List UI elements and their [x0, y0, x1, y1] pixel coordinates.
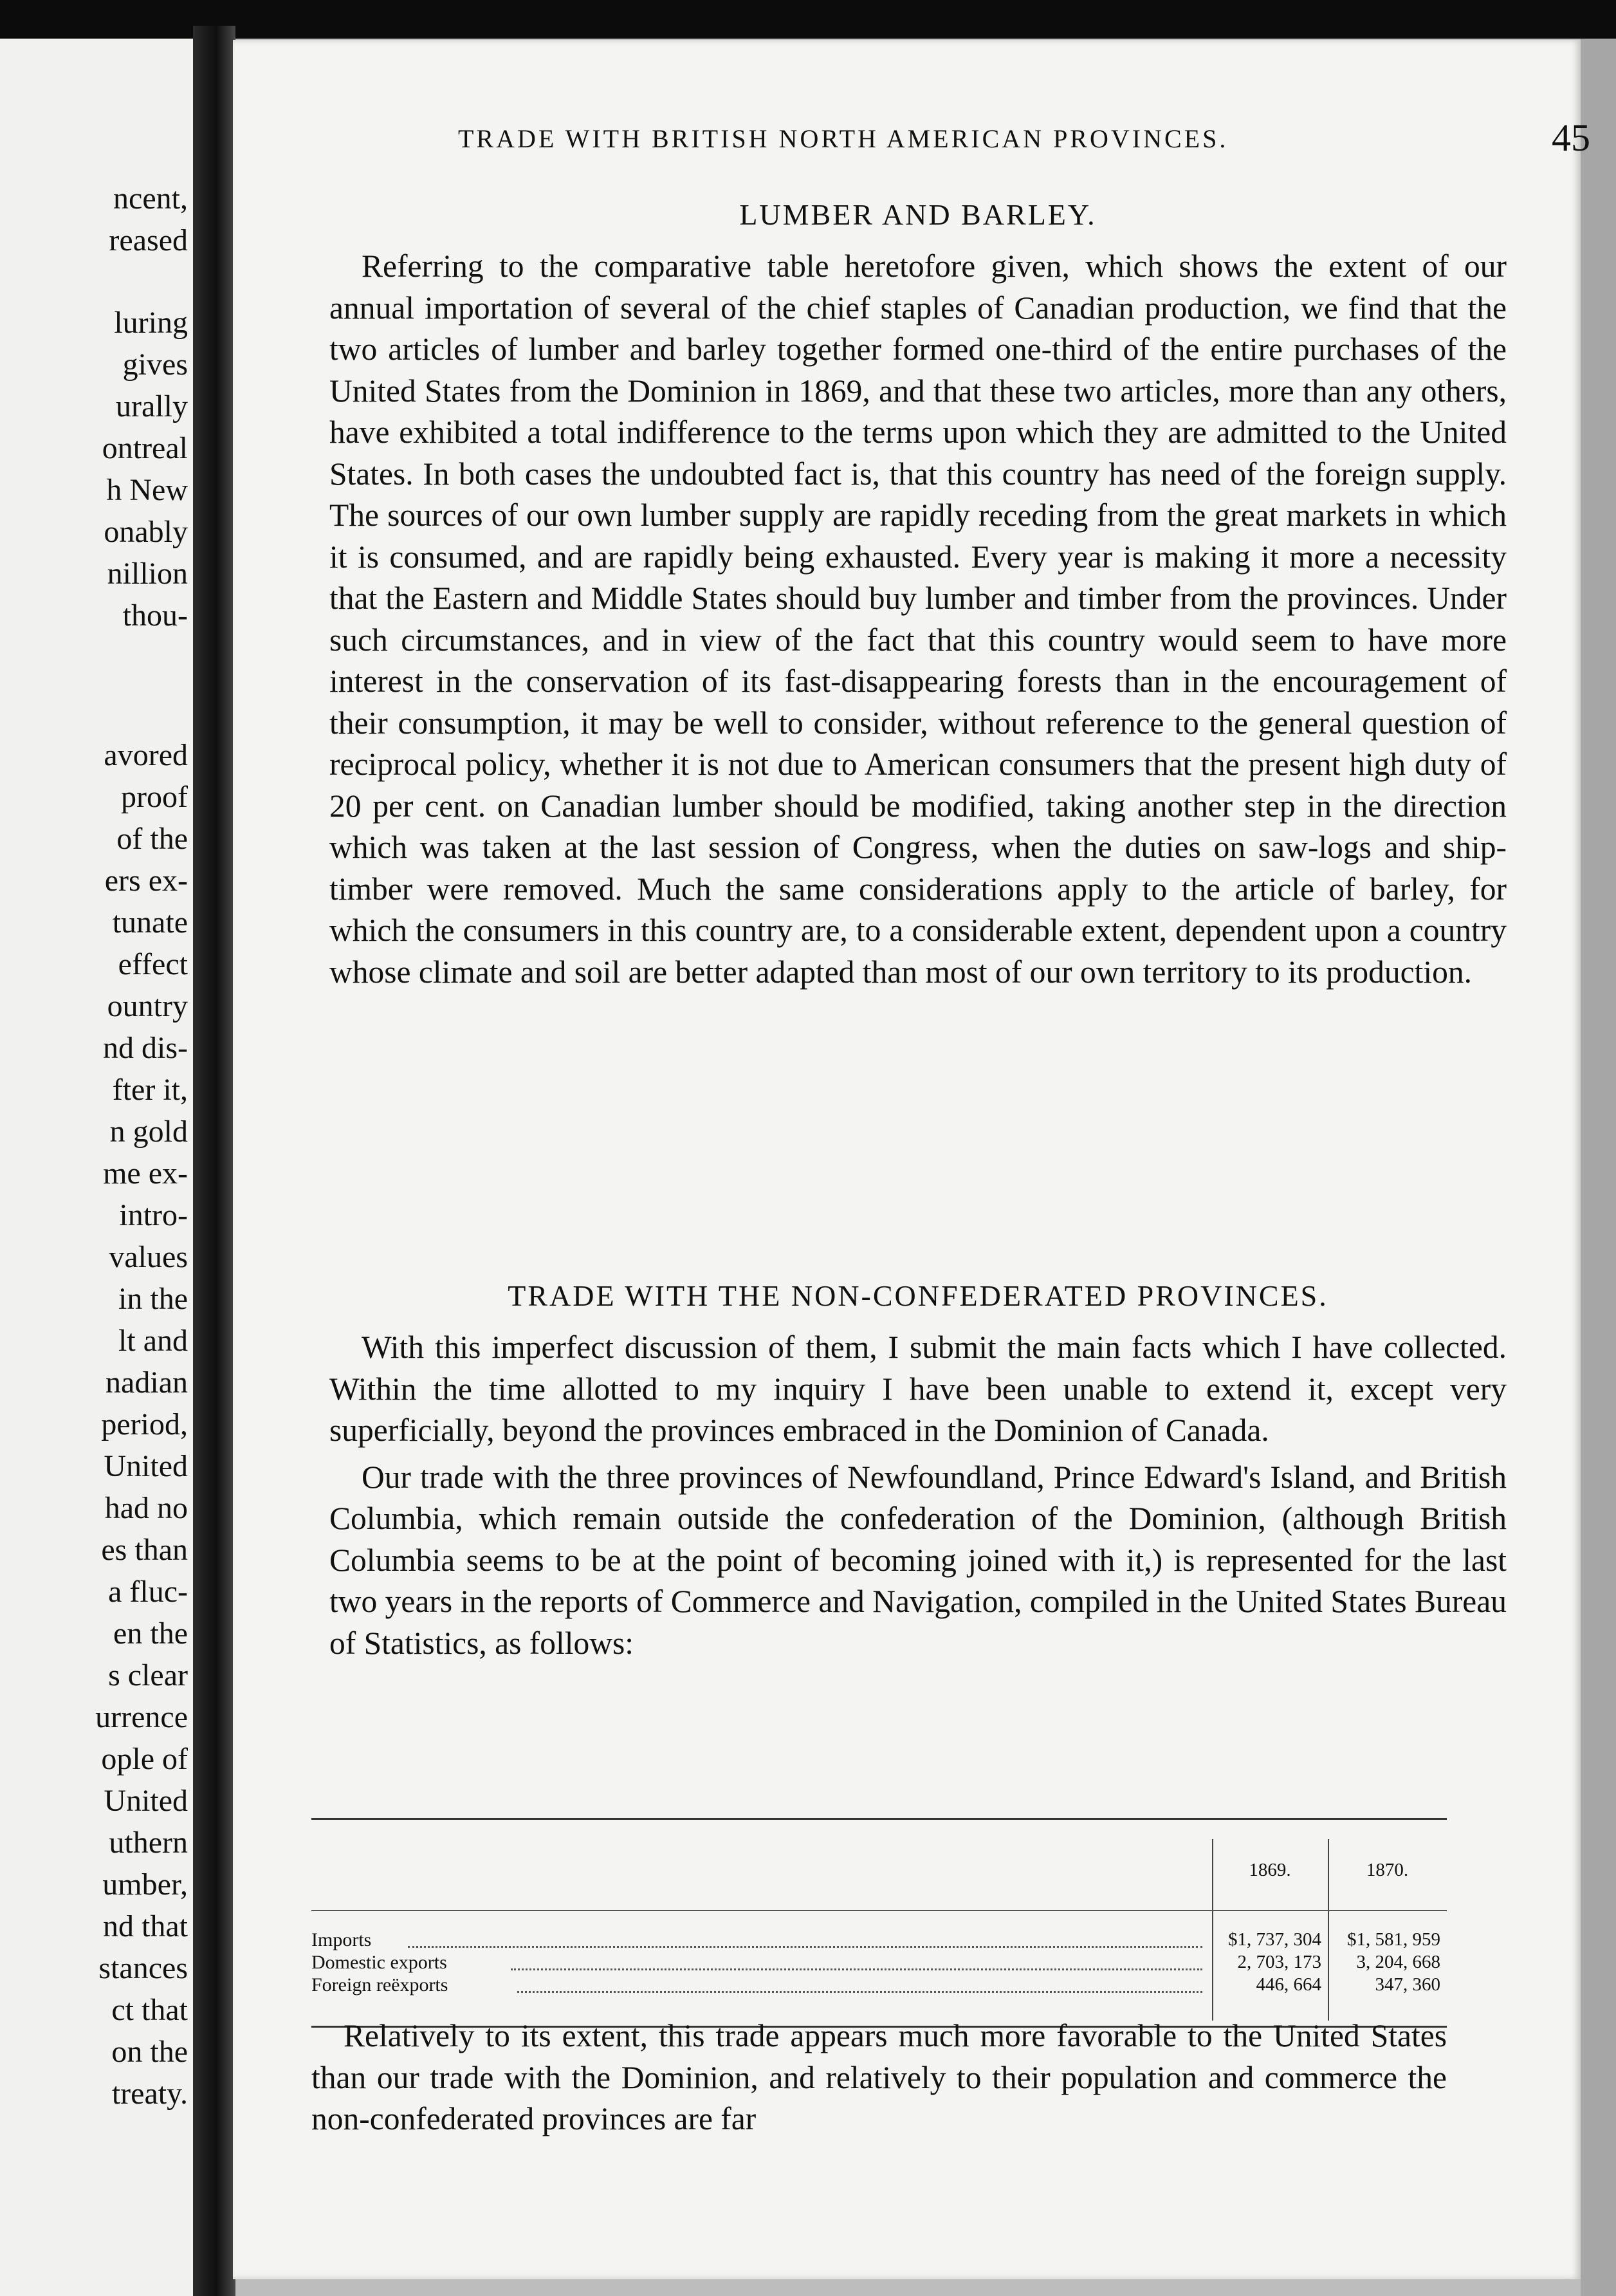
- facing-line: ncent,: [113, 181, 188, 216]
- facing-line: United: [104, 1784, 188, 1818]
- section-heading: TRADE WITH THE NON-CONFEDERATED PROVINCES.: [508, 1279, 1328, 1312]
- running-title: TRADE WITH BRITISH NORTH AMERICAN PROVINCES.: [458, 124, 1229, 153]
- facing-line: urally: [116, 389, 188, 423]
- facing-line: s clear: [108, 1658, 188, 1692]
- section-lumber-barley: [329, 198, 1507, 993]
- column-header: 1869.: [1249, 1860, 1291, 1880]
- facing-line: a fluc-: [108, 1575, 188, 1609]
- facing-line: nadian: [106, 1366, 188, 1400]
- facing-line: en the: [113, 1616, 188, 1651]
- facing-line: United: [104, 1449, 188, 1483]
- scan-top-border: [0, 0, 1616, 39]
- facing-line: lt and: [118, 1324, 188, 1358]
- body-paragraph: Relatively to its extent, this trade appears much more favorable to the United States than our trade with the Dominion, and relatively to their population and commerce the non-confederated provinces are far: [311, 2018, 1447, 2136]
- facing-line: had no: [104, 1491, 188, 1525]
- section-closing: [311, 2015, 1447, 2140]
- facing-line: urrence: [95, 1700, 188, 1734]
- book-gutter: [193, 26, 235, 2296]
- facing-line: ontreal: [102, 431, 188, 465]
- facing-line: effect: [118, 947, 188, 981]
- body-paragraph: Referring to the comparative table heretofore given, which shows the extent of our annual importation of several of the chief staples of Canadian production, we find that the two articles of lumber and barley together formed one-third of the entire purchases of the United States from the Dominion in 1869, and that these two articles, more than any others, have exhibited a total indifference to the terms upon which they are admitted to the United States. In both cases the undoubted fact is, that this country has need of the foreign supply. The sources of our own lumber supply are rapidly receding from the great markets in which it is consumed, and are rapidly being exhausted. Every year is making it more a necessity that the Eastern and Middle States should buy lumber and timber from the provinces. Under such circumstances, and in view of the fact that this country would seem to have more interest in the conservation of its fast-disappearing forests than in the encouragement of their consumption, it may be well to consider, without reference to the general question of reciprocal policy, whether it is not due to American consumers that the present high duty of 20 per cent. on Canadian lumber should be modified, taking another step in the direction which was taken at the last session of Congress, when the duties on saw-logs and ship-timber were removed. Much the same considerations apply to the article of barley, for which the consumers in this country are, to a considerable extent, dependent upon a country whose climate and soil are better adapted than most of our own territory to its production.: [329, 248, 1507, 990]
- facing-line: treaty.: [111, 2077, 188, 2111]
- facing-line: period,: [101, 1407, 188, 1441]
- facing-line: n gold: [109, 1115, 188, 1149]
- facing-page-edge: [0, 39, 193, 2296]
- facing-line: fter it,: [112, 1073, 188, 1107]
- leader-dots: [517, 1991, 1202, 1993]
- facing-line: on the: [111, 2035, 188, 2069]
- table-row-label: Foreign reëxports: [311, 1974, 448, 1995]
- page-number: 45: [1552, 116, 1590, 159]
- leader-dots: [511, 1968, 1202, 1970]
- section-non-confederated: [329, 1279, 1507, 1664]
- facing-line: me ex-: [103, 1156, 188, 1190]
- facing-line: ct that: [111, 1993, 188, 2027]
- scan-right-margin: [1581, 39, 1616, 2296]
- facing-line: nd that: [103, 1909, 188, 1943]
- facing-line: luring: [114, 306, 188, 340]
- facing-line: onably: [104, 515, 188, 549]
- facing-line: thou-: [122, 598, 188, 633]
- facing-line: ountry: [107, 989, 188, 1023]
- facing-line: stances: [98, 1951, 188, 1985]
- facing-line: ers ex-: [104, 864, 188, 898]
- facing-line: nd dis-: [103, 1031, 188, 1065]
- facing-line: of the: [116, 822, 188, 856]
- facing-line: ople of: [101, 1742, 188, 1776]
- trade-table: [311, 1818, 1447, 2028]
- book-page: [233, 40, 1590, 2279]
- table-cell: 446, 664: [1256, 1974, 1321, 1995]
- facing-line: nillion: [107, 557, 188, 591]
- table-cell: $1, 737, 304: [1228, 1929, 1321, 1950]
- facing-line: in the: [118, 1282, 188, 1316]
- body-paragraph: Our trade with the three provinces of Newfoundland, Prince Edward's Island, and British Columbia, which remain outside the confederation of the Dominion, (although British Columbia seems to be at the point of becoming joined with it,) is represented for the last two years in the reports of Commerce and Navigation, compiled in the United States Bureau of Statistics, as follows:: [329, 1459, 1507, 1661]
- table-cell: 3, 204, 668: [1356, 1952, 1440, 1972]
- table-cell: $1, 581, 959: [1347, 1929, 1440, 1950]
- table-header-rule: [311, 1910, 1447, 1911]
- facing-line: proof: [121, 780, 188, 814]
- facing-line: tunate: [112, 905, 188, 940]
- facing-line: h New: [106, 473, 188, 507]
- table-row-label: Domestic exports: [311, 1952, 447, 1973]
- table-row-label: Imports: [311, 1929, 372, 1950]
- section-heading: LUMBER AND BARLEY.: [739, 198, 1097, 231]
- table-cell: 347, 360: [1375, 1974, 1440, 1995]
- facing-line: avored: [104, 738, 188, 772]
- leader-dots: [408, 1946, 1202, 1948]
- facing-line: umber,: [102, 1867, 188, 1902]
- facing-line: values: [109, 1240, 188, 1274]
- table-cell: 2, 703, 173: [1237, 1952, 1321, 1972]
- body-paragraph: With this imperfect discussion of them, I submit the main facts which I have collected. Within the time allotted to my inquiry I have been unable to extend it, except very superficially, beyond the provinces embraced in the Dominion of Canada.: [329, 1329, 1507, 1448]
- facing-line: gives: [122, 347, 188, 382]
- facing-line: reased: [109, 223, 188, 257]
- facing-line: uthern: [109, 1826, 188, 1860]
- facing-line: intro-: [119, 1198, 188, 1232]
- column-header: 1870.: [1366, 1860, 1409, 1880]
- facing-line: es than: [101, 1533, 188, 1567]
